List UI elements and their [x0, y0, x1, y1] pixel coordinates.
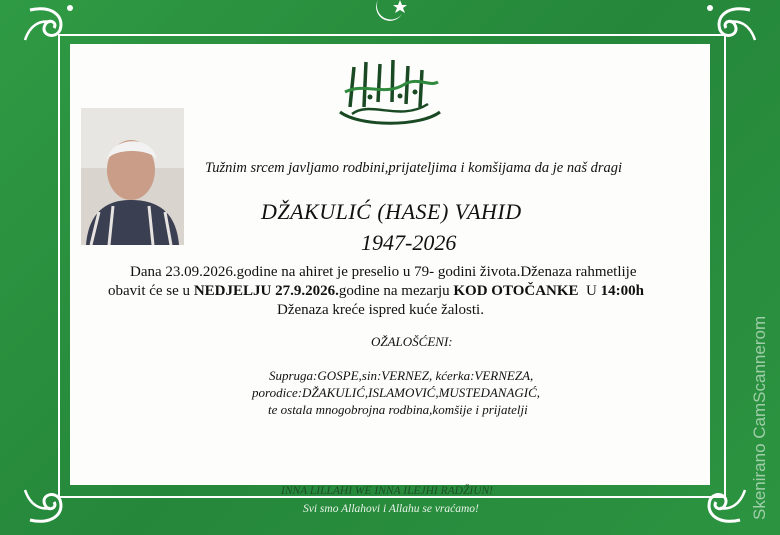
calligraphy-emblem	[330, 52, 450, 132]
deceased-name: DŽAKULIĆ (HASE) VAHID	[261, 199, 522, 224]
intro-text: Tužnim srcem javljamo rodbini,prijateljima i komšijama da je naš dragi	[205, 160, 623, 176]
scanner-watermark: Skenirano CamScannerom	[750, 315, 769, 520]
family-line-3: te ostala mnogobrojna rodbina,komšije i prijatelji	[268, 402, 528, 417]
funeral-details-line	[108, 283, 644, 300]
footer-prayer-line: INNA LILLAHI WE INNA ILEJHI RADŽIUN!	[281, 485, 494, 497]
funeral-text-gap: U	[578, 283, 601, 299]
funeral-cemetery: KOD OTOČANKE	[453, 283, 579, 299]
funeral-text-pre: obavit će se u	[108, 283, 194, 299]
deceased-photo	[81, 108, 184, 245]
procession-line: Dženaza kreće ispred kuće žalosti.	[277, 302, 484, 318]
footer-translation-line: Svi smo Allahovi i Allahu se vraćamo!	[303, 503, 479, 515]
funeral-text-mid: godine na mezarju	[338, 283, 454, 299]
crescent-star-icon	[372, 0, 408, 30]
family-line-2: porodice:DŽAKULIĆ,ISLAMOVIĆ,MUSTEDANAGIĆ,	[252, 385, 541, 400]
mourners-heading: OŽALOŠĆENI:	[371, 334, 453, 349]
funeral-date: NEDJELJU 27.9.2026.	[193, 283, 339, 299]
life-years: 1947-2026	[361, 230, 457, 255]
family-line-1: Supruga:GOSPE,sin:VERNEZ, kćerka:VERNEZA,	[269, 368, 534, 383]
death-announcement-line: Dana 23.09.2026.godine na ahiret je preselio u 79- godini života.Dženaza rahmetlije	[130, 264, 637, 280]
funeral-time: 14:00h	[600, 283, 644, 299]
